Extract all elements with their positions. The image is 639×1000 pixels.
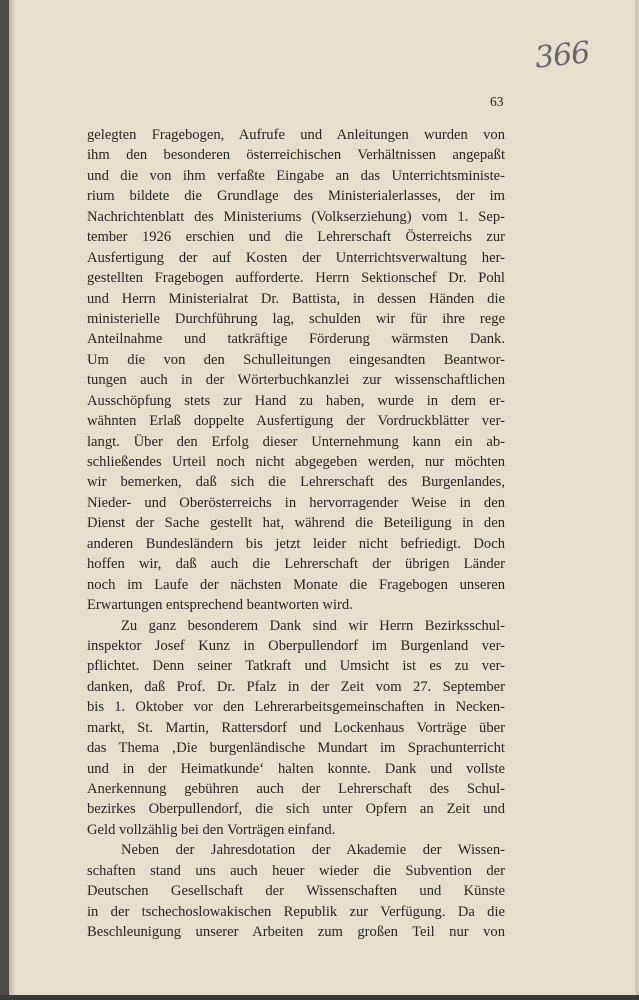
text-line: Um die von den Schulleitungen eingesandten Beantwor- (87, 351, 505, 368)
text-line: und Herrn Ministerialrat Dr. Battista, in dessen Händen die (87, 290, 505, 307)
text-line: Deutschen Gesellschaft der Wissenschaften und Künste (87, 883, 505, 900)
text-line: in der tschechoslowakischen Republik zur Verfügung. Da die (87, 903, 505, 920)
text-line: langt. Über den Erfolg dieser Unternehmung kann ein ab- (87, 433, 505, 450)
text-line: Beschleunigung unserer Arbeiten zum großen Teil nur von (87, 924, 505, 941)
text-line: wir bemerken, daß sich die Lehrerschaft des Burgenlandes, (87, 474, 505, 491)
text-line: Anteilnahme und tatkräftige Förderung wärmsten Dank. (87, 331, 505, 348)
text-line: pflichtet. Denn seiner Tatkraft und Umsicht ist es zu ver- (87, 658, 505, 675)
handwritten-page-number: 366 (533, 35, 591, 76)
text-line: markt, St. Martin, Rattersdorf und Lockenhaus Vorträge über (87, 719, 505, 736)
text-line: Neben der Jahresdotation der Akademie der Wissen- (121, 842, 505, 859)
text-line: Dienst der Sache gestellt hat, während die Beteiligung in den (87, 515, 505, 532)
text-line: Ausfertigung der auf Kosten der Unterrichtsverwaltung her- (87, 249, 505, 266)
body-text (87, 125, 505, 943)
text-line: und die von ihm verfaßte Eingabe an das Unterrichtsministe- (87, 167, 505, 184)
text-line: rium bildete die Grundlage des Ministerialerlasses, der im (87, 188, 505, 205)
text-line: ministerielle Durchführung lag, schulden wir für ihre rege (87, 310, 505, 327)
text-line: schließendes Urteil noch nicht abgegeben werden, nur möchten (87, 454, 505, 470)
text-line: Nieder- und Oberösterreichs in hervorragender Weise in den (87, 494, 505, 511)
text-line: Anerkennung gebühren auch der Lehrerschaft des Schul- (87, 781, 505, 797)
text-line: und in der Heimatkunde‘ halten konnte. Dank und vollste (87, 760, 505, 777)
text-line: Geld vollzählig bei den Vorträgen einfand. (87, 821, 336, 838)
text-line: Zu ganz besonderem Dank sind wir Herrn Bezirksschul- (121, 617, 505, 634)
text-line: schaften stand uns auch heuer wieder die Subvention der (87, 862, 505, 879)
text-line: tember 1926 erschien und die Lehrerschaft Österreichs zur (87, 229, 505, 246)
text-line: Nachrichtenblatt des Ministeriums (Volkserziehung) vom 1. Sep- (87, 208, 505, 225)
text-line: wähnten Erlaß doppelte Ausfertigung der Vordruckblätter ver- (87, 413, 505, 430)
text-line: gelegten Fragebogen, Aufrufe und Anleitungen wurden von (87, 127, 505, 143)
page-edge-right (635, 0, 639, 1000)
text-line: danken, daß Prof. Dr. Pfalz in der Zeit vom 27. September (87, 678, 505, 695)
page-number: 63 (490, 94, 504, 109)
text-line: bezirkes Oberpullendorf, die sich unter Opfern an Zeit und (87, 801, 505, 818)
text-line: gestellten Fragebogen aufforderte. Herrn Sektionschef Dr. Pohl (87, 270, 505, 287)
text-line: inspektor Josef Kunz in Oberpullendorf im Burgenland ver- (87, 637, 505, 654)
text-line: ihm den besonderen österreichischen Verhältnissen angepaßt (87, 147, 505, 164)
text-line: hoffen wir, daß auch die Lehrerschaft der übrigen Länder (87, 556, 505, 573)
page-gutter-shadow (9, 0, 15, 1000)
text-line: anderen Bundesländern bis jetzt leider nicht befriedigt. Doch (87, 535, 505, 552)
scan-border-bottom (0, 995, 639, 1000)
scan-border-left (0, 0, 9, 1000)
text-line: tungen auch in der Wörterbuchkanzlei zur wissenschaftlichen (87, 372, 505, 389)
text-line: Erwartungen entsprechend beantworten wird. (87, 597, 353, 614)
text-line: Ausschöpfung stets zur Hand zu haben, wurde in dem er- (87, 392, 505, 409)
text-line: das Thema ‚Die burgenländische Mundart im Sprachunterricht (87, 740, 505, 757)
text-line: noch im Laufe der nächsten Monate die Fragebogen unseren (87, 576, 505, 593)
text-line: bis 1. Oktober vor den Lehrerarbeitsgemeinschaften in Necken- (87, 699, 505, 716)
